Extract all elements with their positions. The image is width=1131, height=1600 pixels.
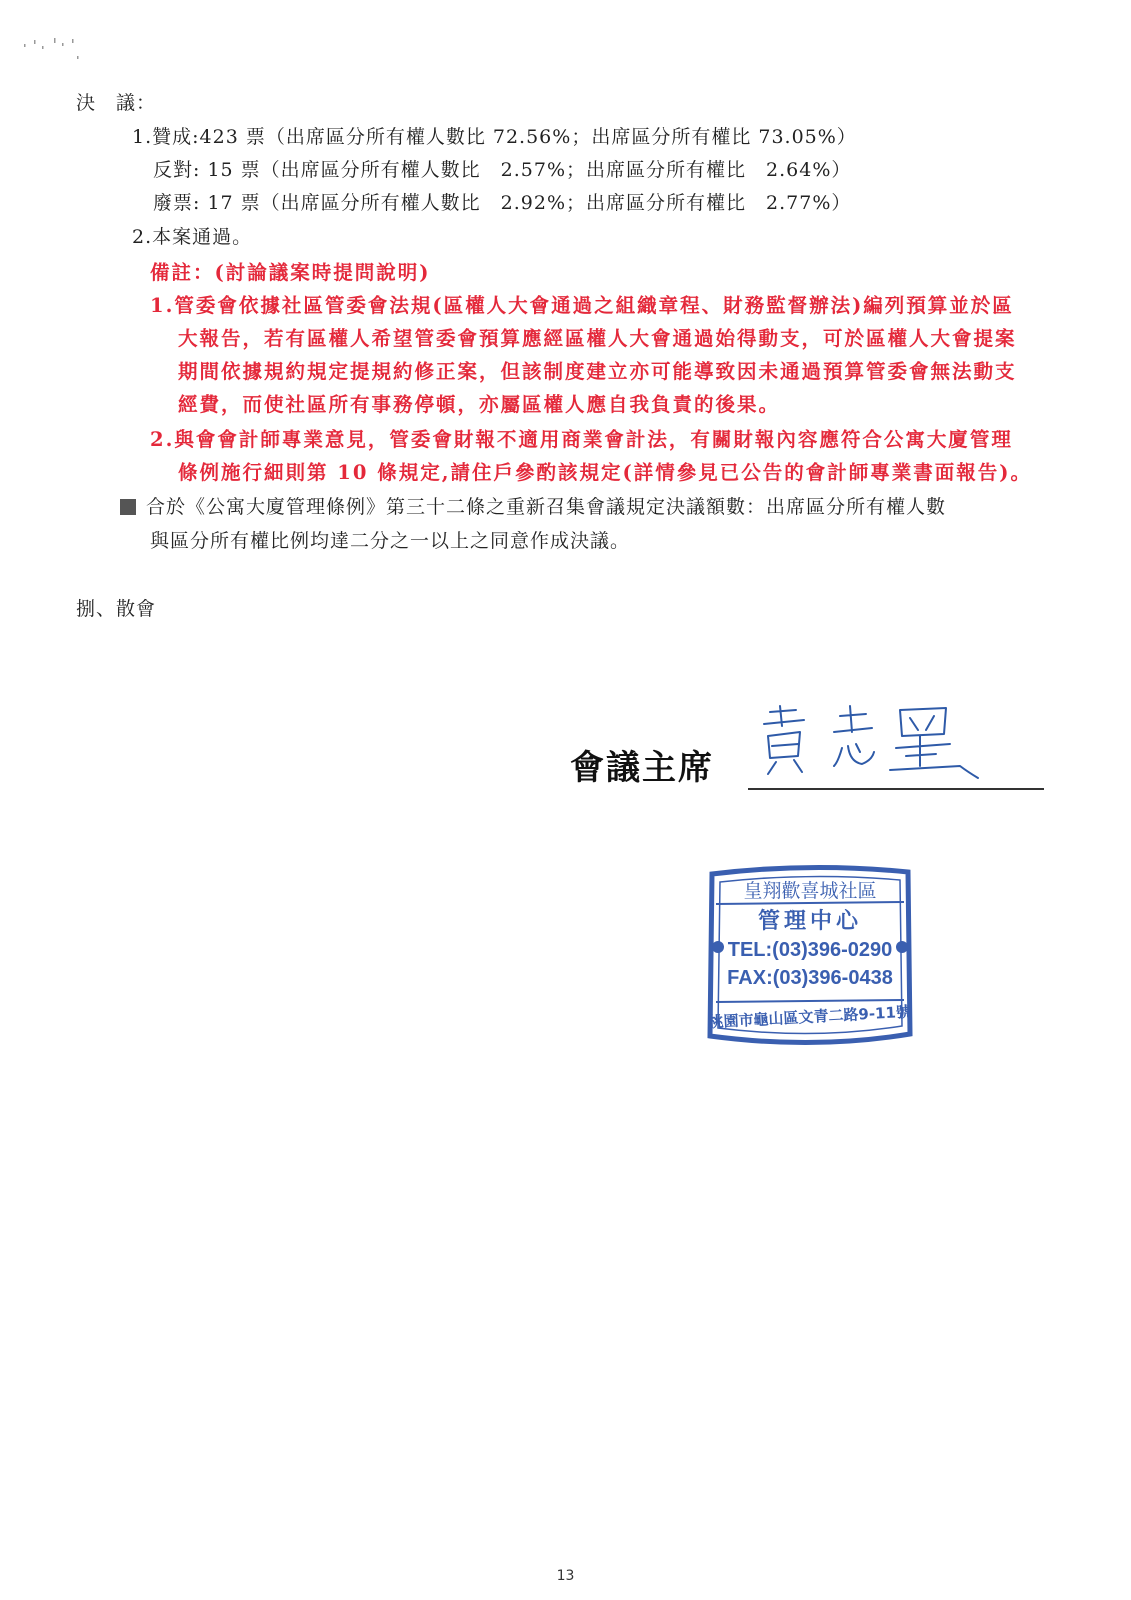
vote-oppose: 反對: 15 票（出席區分所有權人數比 2.57%；出席區分所有權比 2.64%） [153,159,852,181]
adjourn-heading: 捌、散會 [76,598,157,620]
handwritten-signature [750,700,980,790]
remark-2-line-1: 2.與會會計師專業意見，管委會財報不適用商業會計法，有關財報內容應符合公寓大廈管理 [150,428,1013,451]
seal-tel: TEL:(03)396-0290 [727,939,893,961]
remark-1-line-4: 經費，而使社區所有事務停頓，亦屬區權人應自我負責的後果。 [178,393,781,416]
management-center-seal [704,864,916,1050]
remark-1-line-3: 期間依據規約規定提規約修正案，但該制度建立亦可能導致因未通過預算管委會無法動支 [178,360,1017,383]
scan-artifact-marks [22,34,82,64]
compliance-text-1: 合於《公寓大廈管理條例》第三十二條之重新召集會議規定決議額數：出席區分所有權人數 [146,496,947,518]
page-number: 13 [556,1568,575,1584]
chair-label: 會議主席 [570,748,714,788]
vote-invalid: 廢票: 17 票（出席區分所有權人數比 2.92%；出席區分所有權比 2.77%） [153,192,852,214]
remark-1-line-2: 大報告，若有區權人希望管委會預算應經區權人大會通過始得動支，可於區權人大會提案 [178,327,1017,350]
square-bullet-icon [120,499,136,515]
seal-fax: FAX:(03)396-0438 [727,967,893,989]
vote-approve: 1.贊成:423 票（出席區分所有權人數比 72.56%；出席區分所有權比 73.05%） [132,126,857,148]
resolution-heading: 決 議： [76,92,157,114]
resolution-passed: 2.本案通過。 [132,226,253,248]
remark-2-line-2: 條例施行細則第 10 條規定,請住戶參酌該規定(詳情參見已公告的會計師專業書面報告)。 [178,461,1032,484]
compliance-line-2: 與區分所有權比例均達二分之一以上之同意作成決議。 [150,530,631,552]
compliance-line-1 [120,492,946,519]
remark-1-line-1: 1.管委會依據社區管委會法規(區權人大會通過之組織章程、財務監督辦法)編列預算並於區 [150,294,1014,317]
seal-dept: 管理中心 [757,909,863,934]
remarks-title: 備註：(討論議案時提問說明) [150,261,431,284]
seal-address: 桃園市龜山區文青二路9-11號 [708,1002,912,1032]
seal-community-name: 皇翔歡喜城社區 [743,880,877,902]
